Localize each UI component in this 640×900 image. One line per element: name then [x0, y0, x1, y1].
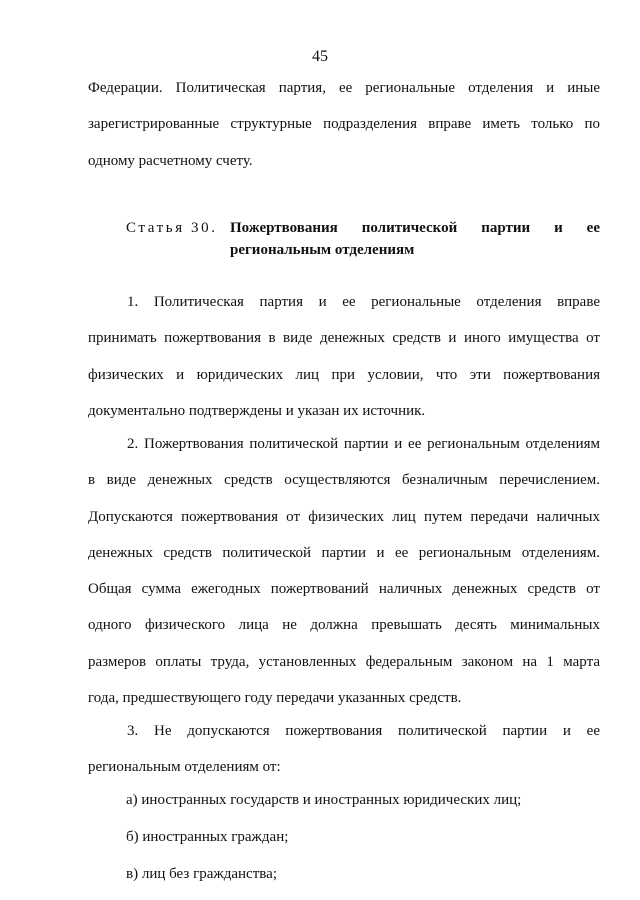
text-line: зарегистрированные структурные подразделения вправе иметь только по: [88, 116, 600, 133]
clause-1: [88, 284, 600, 429]
text-line: года, предшествующего году передачи указанных средств.: [88, 690, 462, 707]
text-line: региональным отделениям от:: [88, 759, 281, 776]
article-label: Статья 30.: [126, 220, 218, 236]
text-line: Общая сумма ежегодных пожертвований наличных денежных средств от: [88, 581, 600, 598]
list-item: б) иностранных граждан;: [126, 829, 289, 845]
text-line: документально подтверждены и указан их источник.: [88, 402, 426, 419]
clause-2: [88, 426, 600, 716]
paragraph-continuation: [88, 70, 600, 179]
clause-3: [88, 713, 600, 786]
page-number: 45: [312, 48, 328, 65]
text-line: 3. Не допускаются пожертвования политической партии и ее: [127, 723, 600, 739]
text-line: Допускаются пожертвования от физических лиц путем передачи наличных: [88, 508, 600, 525]
text-line: 2. Пожертвования политической партии и ее региональным отделениям: [127, 436, 600, 452]
article-title-line: Пожертвования политической партии и ее: [230, 220, 600, 236]
text-line: в виде денежных средств осуществляются безналичным перечислением.: [88, 472, 600, 489]
article-title-line: региональным отделениям: [230, 242, 415, 258]
text-line: принимать пожертвования в виде денежных средств и иного имущества от: [88, 330, 600, 347]
text-line: одного физического лица не должна превышать десять минимальных: [88, 617, 600, 634]
article-title: [230, 217, 600, 261]
text-line: физических и юридических лиц при условии, что эти пожертвования: [88, 366, 600, 383]
list-item: в) лиц без гражданства;: [126, 866, 277, 882]
text-line: 1. Политическая партия и ее региональные отделения вправе: [127, 294, 600, 310]
text-line: Федерации. Политическая партия, ее региональные отделения и иные: [88, 80, 600, 96]
text-line: одному расчетному счету.: [88, 152, 253, 169]
list-item: а) иностранных государств и иностранных юридических лиц;: [126, 792, 522, 808]
text-line: размеров оплаты труда, установленных федеральным законом на 1 марта: [88, 653, 600, 670]
text-line: денежных средств политической партии и ее региональным отделениям.: [88, 544, 600, 561]
